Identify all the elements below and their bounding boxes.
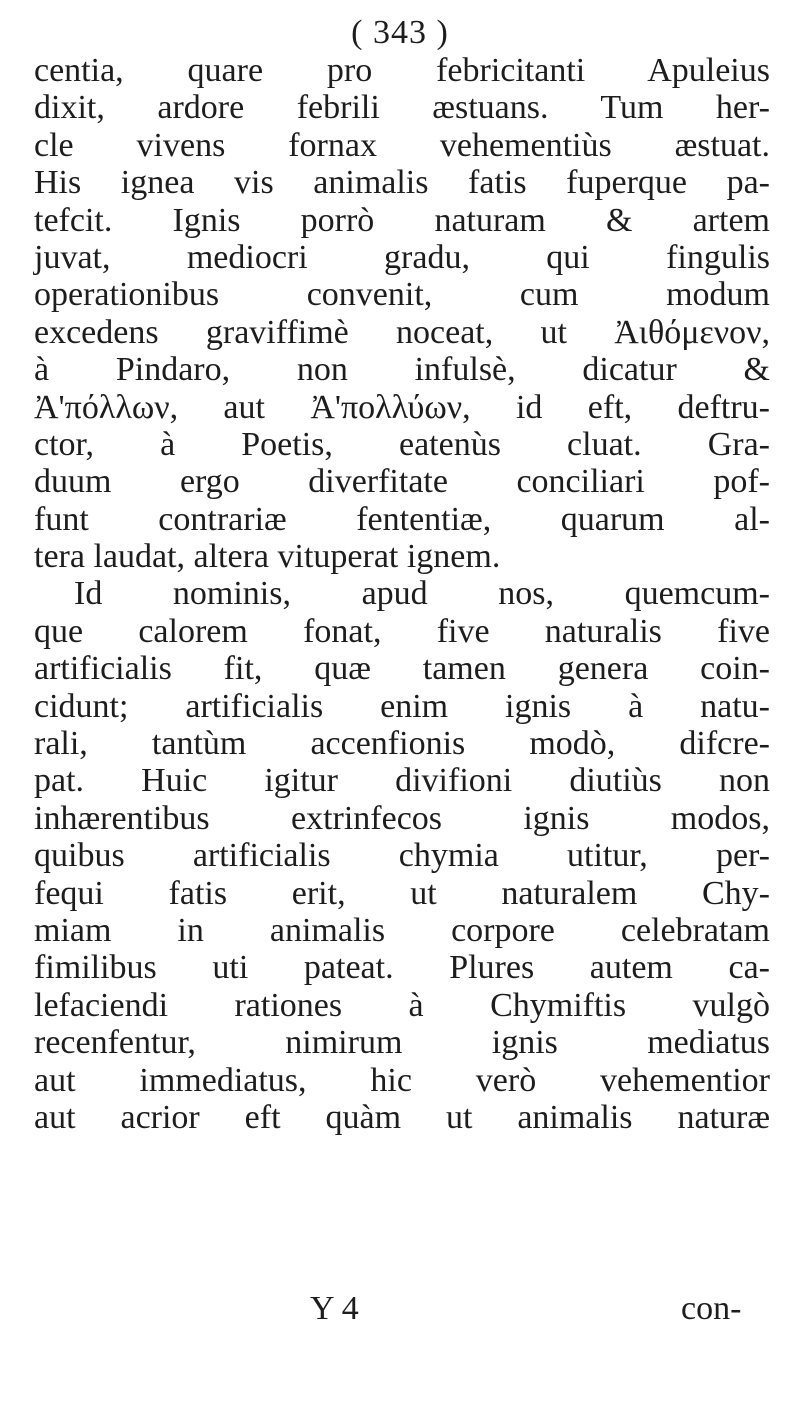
text-line: juvat, mediocri gradu, qui fingulis (34, 238, 770, 276)
text-line: Ἀ'πόλλων, aut Ἀ'πολλύων, id eft, deftru- (34, 388, 770, 426)
text-line: tefcit. Ignis porrò naturam & artem (34, 201, 770, 239)
text-line: dixit, ardore febrili æstuans. Tum her- (34, 89, 770, 127)
catchword: con- (681, 1290, 742, 1327)
text-line: aut immediatus, hic verò vehementior (34, 1061, 770, 1099)
text-line: excedens graviffimè noceat, ut Ἀιθόμενον, (34, 313, 770, 351)
text-line: fimilibus uti pateat. Plures autem ca- (34, 949, 770, 987)
text-line: operationibus convenit, cum modum (34, 276, 770, 314)
text-line: recenfentur, nimirum ignis mediatus (34, 1024, 770, 1062)
text-line: pat. Huic igitur divifioni diutiùs non (34, 762, 770, 800)
body-text (34, 52, 770, 1136)
text-line: fequi fatis erit, ut naturalem Chy- (34, 874, 770, 912)
page-number: ( 343 ) (351, 14, 449, 51)
text-line: à Pindaro, non infulsè, dicatur & (34, 351, 770, 389)
text-line: funt contrariæ fententiæ, quarum al- (34, 500, 770, 538)
page-footer (0, 1290, 800, 1330)
text-line: cidunt; artificialis enim ignis à natu- (34, 687, 770, 725)
text-line: duum ergo diverfitate conciliari pof- (34, 463, 770, 501)
text-line: centia, quare pro febricitanti Apuleius (34, 52, 770, 89)
text-line: inhærentibus extrinfecos ignis modos, (34, 799, 770, 837)
text-line: que calorem fonat, five naturalis five (34, 612, 770, 650)
text-line: rali, tantùm accenfionis modò, difcre- (34, 725, 770, 763)
signature-mark: Y 4 (310, 1290, 359, 1327)
text-line: ctor, à Poetis, eatenùs cluat. Gra- (34, 425, 770, 463)
paragraph-start-line: Id nominis, apud nos, quemcum- (74, 575, 770, 613)
text-line: miam in animalis corpore celebratam (34, 911, 770, 949)
text-line: His ignea vis animalis fatis fuperque pa- (34, 164, 770, 202)
text-line: artificialis fit, quæ tamen genera coin- (34, 650, 770, 688)
text-line: lefaciendi rationes à Chymiftis vulgò (34, 986, 770, 1024)
text-line: tera laudat, altera vituperat ignem. (34, 538, 501, 576)
text-line: cle vivens fornax vehementiùs æstuat. (34, 126, 770, 164)
text-line: quibus artificialis chymia utitur, per- (34, 837, 770, 875)
text-line: aut acrior eft quàm ut animalis naturæ (34, 1098, 770, 1136)
